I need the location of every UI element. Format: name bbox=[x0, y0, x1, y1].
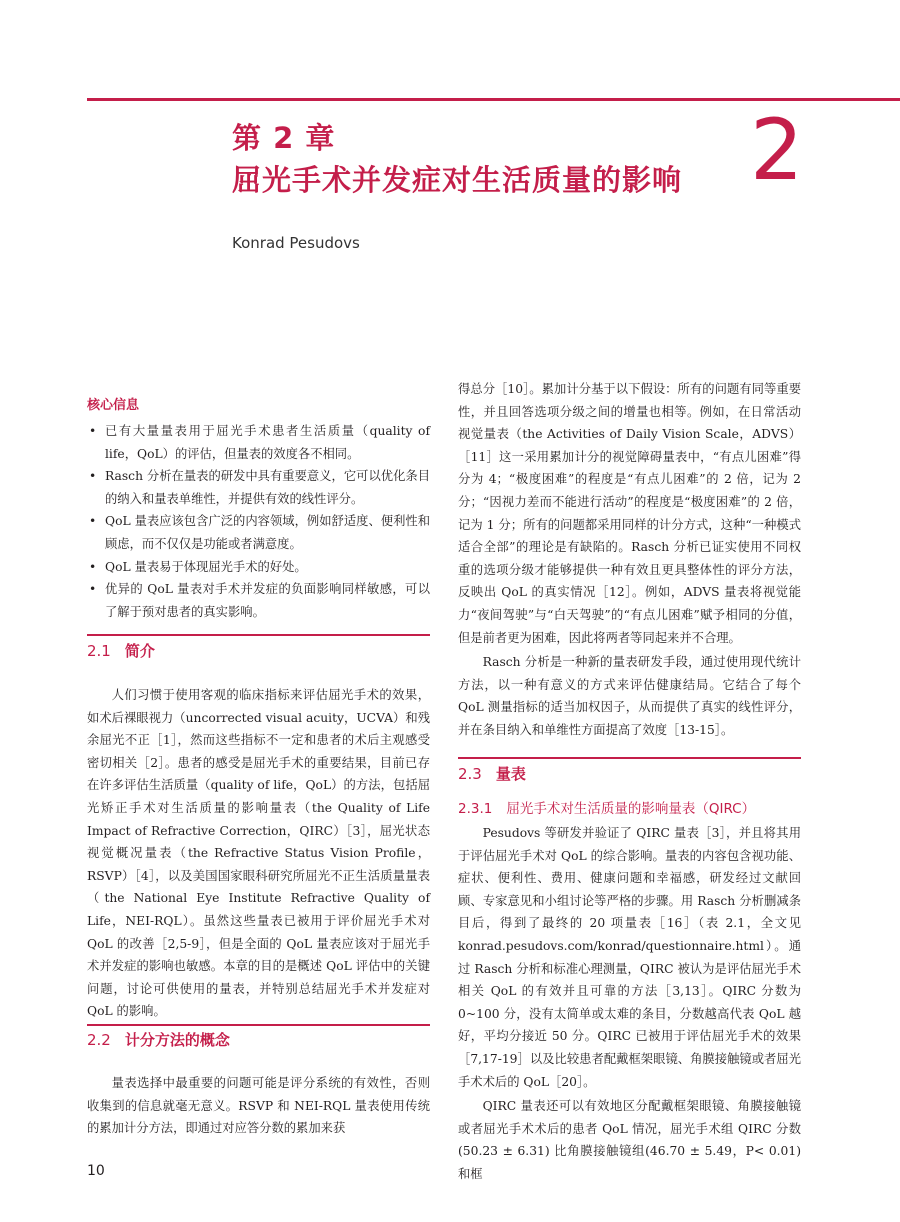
section-number: 2.3 bbox=[458, 765, 482, 783]
rasch-paragraph: Rasch 分析是一种新的量表研发手段，通过使用现代统计方法，以一种有意义的方式来评估健康结局。它结合了每个 QoL 测量指标的适当加权因子，从而提供了真实的线性评分，并在条目纳入和单维性方面提高了效度［13-15］。 bbox=[458, 655, 801, 737]
section-title: 量表 bbox=[495, 765, 526, 783]
section-heading-2-3 bbox=[458, 763, 526, 784]
section-rule bbox=[87, 634, 430, 636]
chapter-title: 屈光手术并发症对生活质量的影响 bbox=[232, 163, 683, 197]
scoring-body-left bbox=[87, 1072, 430, 1140]
qirc-paragraph-2: QIRC 量表还可以有效地区分配戴框架眼镜、角膜接触镜或者屈光手术术后的患者 QoL 情况，屈光手术组 QIRC 分数(50.23 ± 6.31) 比角膜接触镜组(46.70 ± 5.49，P< 0.01) 和框 bbox=[458, 1099, 801, 1181]
qirc-body bbox=[458, 822, 801, 1186]
subsection-title: 屈光手术对生活质量的影响量表（QIRC） bbox=[506, 801, 756, 817]
scoring-paragraph-continued: 得总分［10］。累加计分基于以下假设：所有的问题有同等重要性，并且回答选项分级之间的增量也相等。例如，在日常活动视觉量表（the Activities of Daily Vision Scale，ADVS）［11］这一采用累加计分的视觉障碍量表中，“有点儿困难”得分为 4；“极度困难”的程度是“有点儿困难”的 2 倍，记为 2 分；“因视力差而不能进行活动”的程度是“极度困难”的 2 倍，记为 1 分；所有的问题都采用同样的计分方式，这种“一种模式适合全部”的理论是有缺陷的。Rasch 分析已证实使用不同权重的选项分级才能够提供一种有效且更具整体性的评分方法，反映出 QoL 的真实情况［12］。例如，ADVS 量表将视觉能力“夜间驾驶”与“白天驾驶”的“有点儿困难”赋予相同的分值，但是前者更为困难，因此将两者等同起来并不合理。 bbox=[458, 382, 801, 645]
intro-body bbox=[87, 684, 430, 1023]
scoring-body-right bbox=[458, 378, 801, 742]
section-title: 简介 bbox=[124, 642, 155, 660]
chapter-number: 2 bbox=[750, 101, 804, 199]
author: Konrad Pesudovs bbox=[232, 234, 360, 252]
section-heading-2-1 bbox=[87, 640, 155, 661]
section-rule bbox=[458, 757, 801, 759]
key-point: • QoL 量表应该包含广泛的内容领域，例如舒适度、便利性和顾虑，而不仅仅是功能或者满意度。 bbox=[87, 510, 430, 555]
key-point: • QoL 量表易于体现屈光手术的好处。 bbox=[87, 556, 430, 579]
section-heading-2-2 bbox=[87, 1029, 230, 1050]
page-number: 10 bbox=[87, 1163, 105, 1179]
scoring-paragraph-start: 量表选择中最重要的问题可能是评分系统的有效性，否则收集到的信息就毫无意义。RSVP 和 NEI-RQL 量表使用传统的累加计分方法，即通过对应答分数的累加来获 bbox=[87, 1076, 430, 1136]
key-points-list bbox=[87, 420, 430, 623]
subsection-heading-2-3-1 bbox=[458, 797, 755, 817]
qirc-paragraph-1: Pesudovs 等研发并验证了 QIRC 量表［3］，并且将其用于评估屈光手术对 QoL 的综合影响。量表的内容包含视功能、症状、便利性、费用、健康问题和幸福感，研发经过文献回顾、专家意见和小组讨论等严格的步骤。用 Rasch 分析删减条目后，得到了最终的 20 项量表［16］（表 2.1，全文见 konrad.pesudovs.com/konrad/questionnaire.html）。通过 Rasch 分析和标准心理测量，QIRC 被认为是评估屈光手术相关 QoL 的有效并且可靠的方法［3,13］。QIRC 分数为 0~100 分，没有太简单或太难的条目，分数越高代表 QoL 越好，平均分接近 50 分。QIRC 已被用于评估屈光手术的效果［7,17-19］以及比较患者配戴框架眼镜、角膜接触镜或者屈光手术术后的 QoL［20］。 bbox=[458, 826, 801, 1089]
chapter-label: 第 2 章 bbox=[232, 121, 336, 155]
key-point: • 优异的 QoL 量表对手术并发症的负面影响同样敏感，可以了解于预对患者的真实影响。 bbox=[87, 578, 430, 623]
key-point: • 已有大量量表用于屈光手术患者生活质量（quality of life，QoL）的评估，但量表的效度各不相同。 bbox=[87, 420, 430, 465]
subsection-number: 2.3.1 bbox=[458, 801, 493, 817]
key-points-title: 核心信息 bbox=[87, 398, 140, 413]
section-rule bbox=[87, 1024, 430, 1026]
key-point: • Rasch 分析在量表的研发中具有重要意义，它可以优化条目的纳入和量表单维性，并提供有效的线性评分。 bbox=[87, 465, 430, 510]
section-title: 计分方法的概念 bbox=[124, 1031, 230, 1049]
intro-paragraph: 人们习惯于使用客观的临床指标来评估屈光手术的效果，如术后裸眼视力（uncorrected visual acuity，UCVA）和残余屈光不正［1］，然而这些指标不一定和患者的术后主观感受密切相关［2］。患者的感受是屈光手术的重要结果，目前已存在许多评估生活质量（quality of life，QoL）的方法，包括屈光矫正手术对生活质量的影响量表（the Quality of Life Impact of Refractive Correction，QIRC）［3］，屈光状态视觉概况量表（the Refractive Status Vision Profile，RSVP）［4］，以及美国国家眼科研究所屈光不正生活质量量表（the National Eye Institute Refractive Quality of Life，NEI-RQL）。虽然这些量表已被用于评价屈光手术对 QoL 的改善［2,5-9］，但是全面的 QoL 量表应该对于屈光手术并发症的影响也敏感。本章的目的是概述 QoL 评估中的关键问题，讨论可供使用的量表，并特别总结屈光手术并发症对 QoL 的影响。 bbox=[87, 688, 430, 1019]
section-number: 2.2 bbox=[87, 1031, 111, 1049]
section-number: 2.1 bbox=[87, 642, 111, 660]
